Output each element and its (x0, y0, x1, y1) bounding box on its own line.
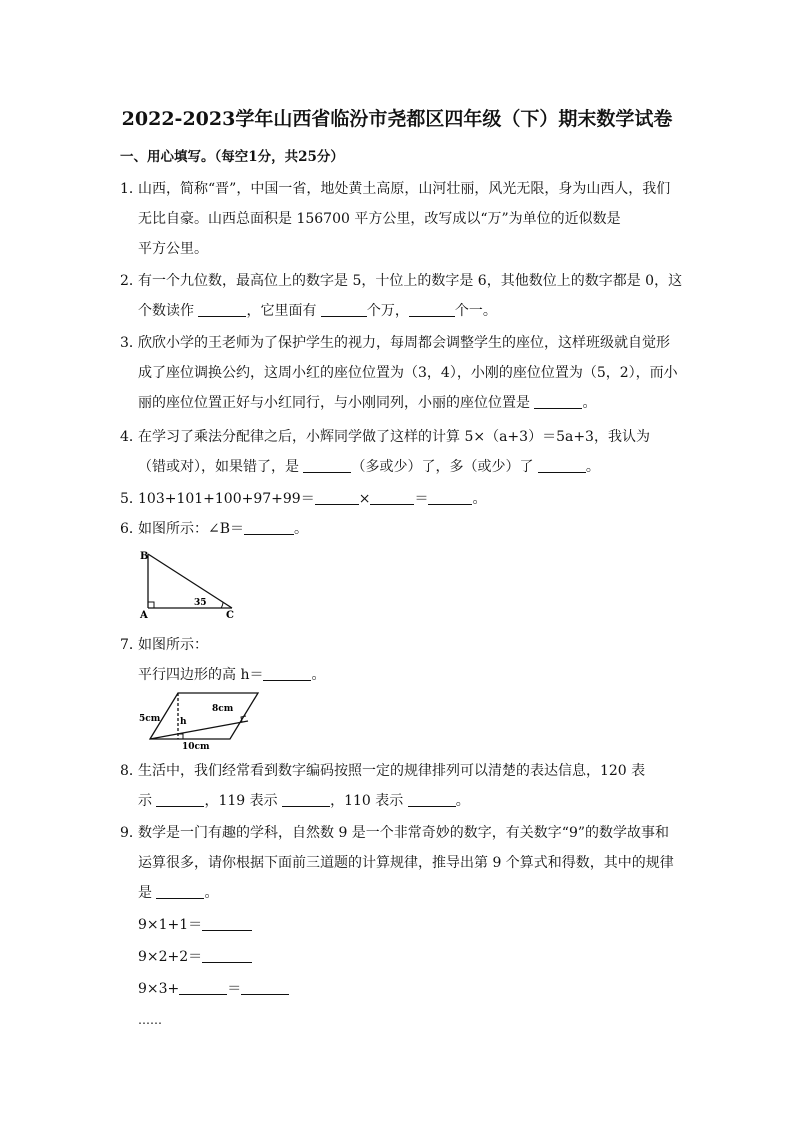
q9-equation2 (138, 946, 252, 966)
angle-label: 35 (194, 598, 207, 608)
q6-line (120, 518, 308, 538)
height-label: h (180, 717, 187, 727)
q9-equation1 (138, 914, 252, 934)
parallelogram-outline (150, 693, 258, 739)
q6-number: 6． (120, 521, 143, 537)
q9-equation3-equals: ＝ (227, 981, 242, 997)
q2-text2d: 个一。 (454, 303, 497, 319)
q6-end: 。 (294, 521, 309, 537)
q9-equation2-text: 9×2+2＝ (138, 949, 203, 965)
q1-text1: 山西，简称“晋”，中国一省，地处黄土高原，山河壮丽，风光无限，身为山西人，我们 (138, 181, 671, 197)
q4-line2 (138, 456, 600, 476)
q3-text3a: 丽的座位位置正好与小红同行，与小刚同列，小丽的座位位置是 (138, 395, 530, 411)
vertex-b-label: B (140, 551, 149, 562)
q6-text: 如图所示：∠B＝ (138, 521, 245, 537)
q8-text1: 生活中，我们经常看到数字编码按照一定的规律排列可以清楚的表达信息，120 表 (138, 763, 646, 779)
q8-line2 (138, 790, 470, 810)
q1-text2: 无比自豪。山西总面积是 156700 平方公里，改写成以“万”为单位的近似数是 (138, 211, 621, 227)
q3-line1 (120, 332, 670, 352)
q1-line1 (120, 178, 670, 198)
answer-blank[interactable] (179, 980, 227, 995)
answer-blank[interactable] (202, 948, 252, 963)
vertex-c-label: C (226, 610, 234, 621)
q8-text2a: 示 (138, 793, 152, 809)
q5-line (120, 488, 486, 508)
q5-times: × (358, 491, 371, 507)
right-angle-mark (148, 602, 154, 608)
q3-text3b: 。 (582, 395, 597, 411)
q7-text2: 平行四边形的高 h＝ (138, 667, 264, 683)
answer-blank[interactable] (534, 394, 582, 409)
answer-blank[interactable] (538, 458, 586, 473)
answer-blank[interactable] (263, 666, 311, 681)
q7-number: 7． (120, 637, 143, 653)
answer-blank[interactable] (303, 458, 351, 473)
answer-blank[interactable] (409, 302, 455, 317)
answer-blank[interactable] (156, 792, 204, 807)
parallelogram-figure (136, 688, 266, 750)
answer-blank[interactable] (370, 490, 414, 505)
answer-blank[interactable] (315, 490, 359, 505)
q2-line1 (120, 270, 682, 290)
q3-number: 3． (120, 335, 143, 351)
q8-number: 8． (120, 763, 143, 779)
q9-text2: 运算很多，请你根据下面前三道题的计算规律，推导出第 9 个算式和得数，其中的规律 (138, 855, 674, 871)
section-heading: 一、用心填写。（每空1分，共25分） (120, 149, 344, 165)
q4-text2c: 。 (585, 459, 600, 475)
height-to-side-line (150, 721, 248, 739)
q4-text2a: （错或对），如果错了，是 (138, 459, 299, 475)
q4-text2b: （多或少）了，多（或少）了 (351, 459, 534, 475)
q8-text2c: ，110 表示 (330, 793, 404, 809)
triangle-side-bc (148, 554, 232, 608)
answer-blank[interactable] (156, 884, 204, 899)
q3-text2: 成了座位调换公约，这周小红的座位位置为（3，4），小刚的座位位置为（5，2），而小 (138, 365, 678, 381)
q9-line1 (120, 822, 669, 842)
q7-line1 (120, 634, 208, 654)
answer-blank[interactable] (282, 792, 330, 807)
q2-text2c: 个万， (366, 303, 409, 319)
q2-text1: 有一个九位数，最高位上的数字是 5，十位上的数字是 6，其他数位上的数字都是 0，这 (138, 273, 683, 289)
q4-text1: 在学习了乘法分配律之后，小辉同学做了这样的计算 5×（a+3）＝5a+3，我认为 (138, 429, 650, 445)
q9-equation3-text: 9×3+ (138, 981, 180, 997)
exam-title: 2022-2023学年山西省临汾市尧都区四年级（下）期末数学试卷 (121, 108, 673, 130)
q1-number: 1． (120, 181, 143, 197)
q9-text3b: 。 (204, 885, 219, 901)
right-triangle-figure (132, 546, 242, 622)
q2-number: 2． (120, 273, 143, 289)
q9-number: 9． (120, 825, 143, 841)
q7-line2 (138, 664, 325, 684)
q2-text2b: ，它里面有 (246, 303, 317, 319)
q9-line3 (138, 882, 218, 902)
answer-blank[interactable] (198, 302, 246, 317)
q2-line2 (138, 300, 497, 320)
answer-blank[interactable] (241, 980, 289, 995)
q4-number: 4． (120, 429, 143, 445)
base-length-label: 10cm (182, 742, 210, 750)
q9-text1: 数学是一门有趣的学科，自然数 9 是一个非常奇妙的数字，有关数字“9”的数学故事和 (138, 825, 670, 841)
ellipsis: …… (138, 1013, 162, 1027)
angle-arc (221, 602, 223, 608)
q9-text3a: 是 (138, 885, 152, 901)
answer-blank[interactable] (244, 520, 294, 535)
answer-blank[interactable] (202, 916, 252, 931)
answer-blank[interactable] (428, 490, 472, 505)
q3-line3 (138, 392, 596, 412)
q4-line1 (120, 426, 650, 446)
q7-end: 。 (311, 667, 326, 683)
q7-text: 如图所示： (138, 637, 208, 653)
side-length-label: 5cm (139, 714, 161, 724)
q8-text2b: ，119 表示 (204, 793, 278, 809)
q9-equation3 (138, 978, 289, 998)
answer-blank[interactable] (408, 792, 456, 807)
answer-blank[interactable] (321, 302, 367, 317)
q5-equals: ＝ (414, 491, 429, 507)
right-angle-mark-base (178, 734, 183, 739)
q5-expression: 103+101+100+97+99＝ (138, 491, 315, 507)
q1-text3: 平方公里。 (138, 241, 208, 257)
q9-equation1-text: 9×1+1＝ (138, 917, 203, 933)
vertex-a-label: A (140, 610, 148, 621)
q8-line1 (120, 760, 645, 780)
q3-text1: 欣欣小学的王老师为了保护学生的视力，每周都会调整学生的座位，这样班级就自觉形 (138, 335, 670, 351)
q2-text2a: 个数读作 (138, 303, 194, 319)
q5-number: 5． (120, 491, 143, 507)
q5-end: 。 (472, 491, 487, 507)
perpendicular-length-label: 8cm (212, 704, 234, 714)
q8-text2d: 。 (455, 793, 470, 809)
